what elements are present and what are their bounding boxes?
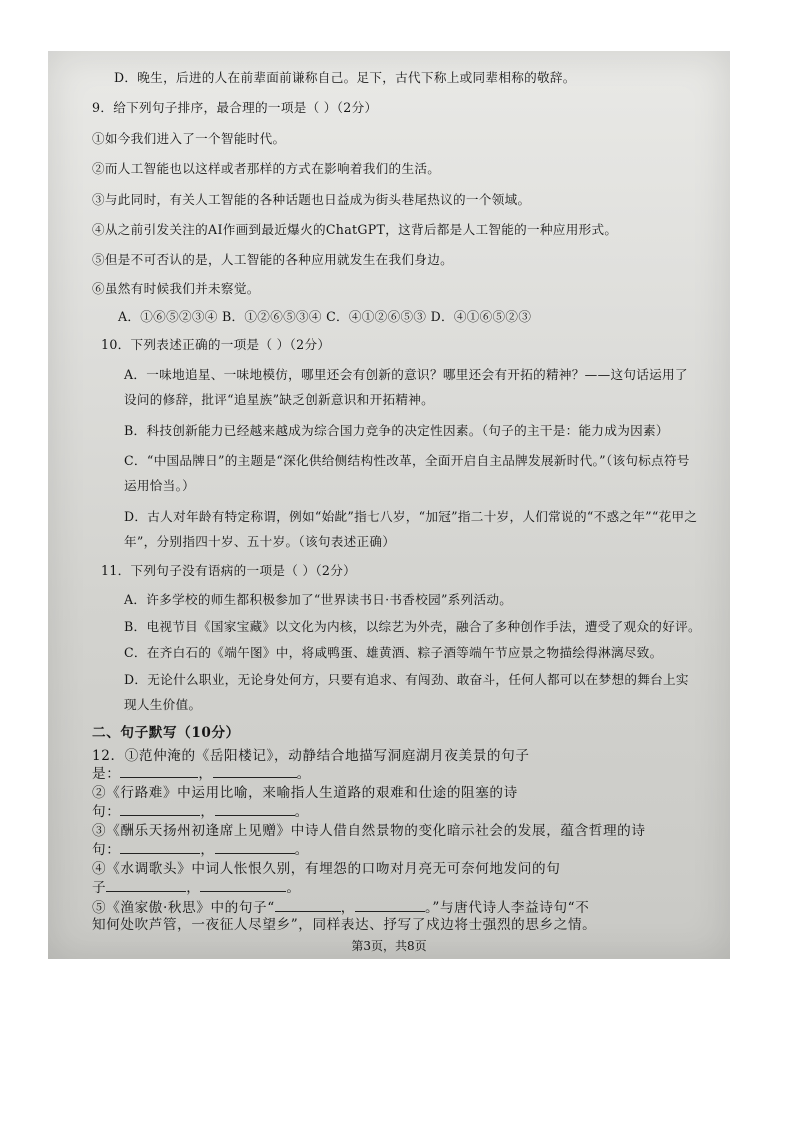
question-11-option-d-cont: 现人生价值。 bbox=[124, 697, 202, 712]
question-12-item-3-cont bbox=[92, 841, 309, 858]
exam-page bbox=[48, 51, 730, 959]
answer-blank[interactable] bbox=[200, 879, 286, 892]
item-5-lead: ⑤《渔家傲·秋思》中的句子“ bbox=[92, 900, 275, 916]
question-11-option-d: D．无论什么职业，无论身处何方，只要有追求、有闯劲、敢奋斗，任何人都可以在梦想的舞台上实 bbox=[124, 672, 689, 687]
period: 。 bbox=[294, 804, 309, 820]
answer-prefix: 是： bbox=[92, 766, 121, 782]
answer-blank[interactable] bbox=[213, 765, 297, 778]
answer-prefix: 句： bbox=[92, 842, 121, 858]
sentence-3: ③与此同时，有关人工智能的各种话题也日益成为街头巷尾热议的一个领域。 bbox=[92, 192, 531, 207]
comma: ， bbox=[198, 766, 213, 782]
question-10-option-d: D．古人对年龄有特定称谓，例如“始龀”指七八岁，“加冠”指二十岁，人们常说的“不惑之年”“花甲之 bbox=[124, 509, 698, 524]
item-5-tail: 。”与唐代诗人李益诗句“不 bbox=[425, 900, 590, 916]
question-12-item-2-cont bbox=[92, 803, 309, 820]
sentence-4: ④从之前引发关注的AI作画到最近爆火的ChatGPT，这背后都是人工智能的一种应用形式。 bbox=[92, 222, 618, 237]
sentence-5: ⑤但是不可否认的是，人工智能的各种应用就发生在我们身边。 bbox=[92, 252, 454, 267]
question-12-item-1-cont bbox=[92, 765, 311, 782]
answer-blank[interactable] bbox=[215, 841, 295, 854]
question-10-option-a-cont: 设问的修辞，批评“追星族”缺乏创新意识和开拓精神。 bbox=[124, 392, 435, 407]
section-2-heading: 二、句子默写（10分） bbox=[92, 725, 240, 741]
question-11-option-b: B．电视节目《国家宝藏》以文化为内核，以综艺为外壳，融合了多种创作手法，遭受了观众的好评。 bbox=[124, 619, 701, 634]
question-9-title: 9．给下列句子排序，最合理的一项是（ ）（2分） bbox=[92, 100, 378, 115]
question-10-option-b: B．科技创新能力已经越来越成为综合国力竞争的决定性因素。（句子的主干是：能力成为因素） bbox=[124, 423, 669, 438]
sentence-1: ①如今我们进入了一个智能时代。 bbox=[92, 131, 286, 146]
comma: ， bbox=[200, 804, 215, 820]
question-11-option-a: A．许多学校的师生都积极参加了“世界读书日·书香校园”系列活动。 bbox=[124, 592, 513, 607]
question-12-item-4-cont bbox=[92, 879, 301, 896]
answer-blank[interactable] bbox=[120, 803, 200, 816]
answer-blank[interactable] bbox=[215, 803, 295, 816]
question-9-options: A．①⑥⑤②③④ B．①②⑥⑤③④ C．④①②⑥⑤③ D．④①⑥⑤②③ bbox=[118, 309, 532, 324]
question-12-item-3: ③《酬乐天扬州初逢席上见赠》中诗人借自然景物的变化暗示社会的发展，蕴含哲理的诗 bbox=[92, 823, 646, 839]
sentence-2: ②而人工智能也以这样或者那样的方式在影响着我们的生活。 bbox=[92, 161, 441, 176]
period: 。 bbox=[294, 842, 309, 858]
answer-prefix: 子 bbox=[92, 880, 107, 896]
answer-blank[interactable] bbox=[106, 879, 186, 892]
answer-blank[interactable] bbox=[275, 899, 341, 912]
comma: ， bbox=[340, 900, 355, 916]
question-12-item-2: ②《行路难》中运用比喻，来喻指人生道路的艰难和仕途的阻塞的诗 bbox=[92, 785, 518, 801]
page-footer: 第3页，共8页 bbox=[351, 939, 427, 953]
question-11-title: 11．下列句子没有语病的一项是（ ）（2分） bbox=[101, 563, 357, 578]
period: 。 bbox=[286, 880, 301, 896]
question-10-option-a: A．一味地追星、一味地模仿，哪里还会有创新的意识？哪里还会有开拓的精神？——这句话运用了 bbox=[124, 367, 688, 382]
question-10-title: 10．下列表述正确的一项是（ ）（2分） bbox=[101, 337, 331, 352]
period: 。 bbox=[296, 766, 311, 782]
sentence-6: ⑥虽然有时候我们并未察觉。 bbox=[92, 281, 260, 296]
question-10-option-c-cont: 运用恰当。） bbox=[124, 478, 196, 493]
option-9prev-d: D．晚生，后进的人在前辈面前谦称自己。足下，古代下称上或同辈相称的敬辞。 bbox=[114, 70, 576, 85]
answer-blank[interactable] bbox=[120, 765, 198, 778]
question-12-item-1: 12．①范仲淹的《岳阳楼记》，动静结合地描写洞庭湖月夜美景的句子 bbox=[92, 748, 530, 764]
question-10-option-d-cont: 年”，分别指四十岁、五十岁。（该句表述正确） bbox=[124, 534, 396, 549]
comma: ， bbox=[186, 880, 201, 896]
answer-blank[interactable] bbox=[355, 899, 425, 912]
comma: ， bbox=[200, 842, 215, 858]
answer-prefix: 句： bbox=[92, 804, 121, 820]
question-12-item-5 bbox=[92, 899, 589, 916]
answer-blank[interactable] bbox=[120, 841, 200, 854]
question-11-option-c: C．在齐白石的《端午图》中，将咸鸭蛋、雄黄酒、粽子酒等端午节应景之物描绘得淋漓尽致。 bbox=[124, 645, 663, 660]
question-12-item-5-cont: 知何处吹芦管，一夜征人尽望乡”，同样表达、抒写了戍边将士强烈的思乡之情。 bbox=[92, 917, 597, 933]
question-12-item-4: ④《水调歌头》中词人怅恨久别，有埋怨的口吻对月亮无可奈何地发问的句 bbox=[92, 861, 561, 877]
question-10-option-c: C．“中国品牌日”的主题是“深化供给侧结构性改革，全面开启自主品牌发展新时代。”（该句标点符号 bbox=[124, 453, 690, 468]
